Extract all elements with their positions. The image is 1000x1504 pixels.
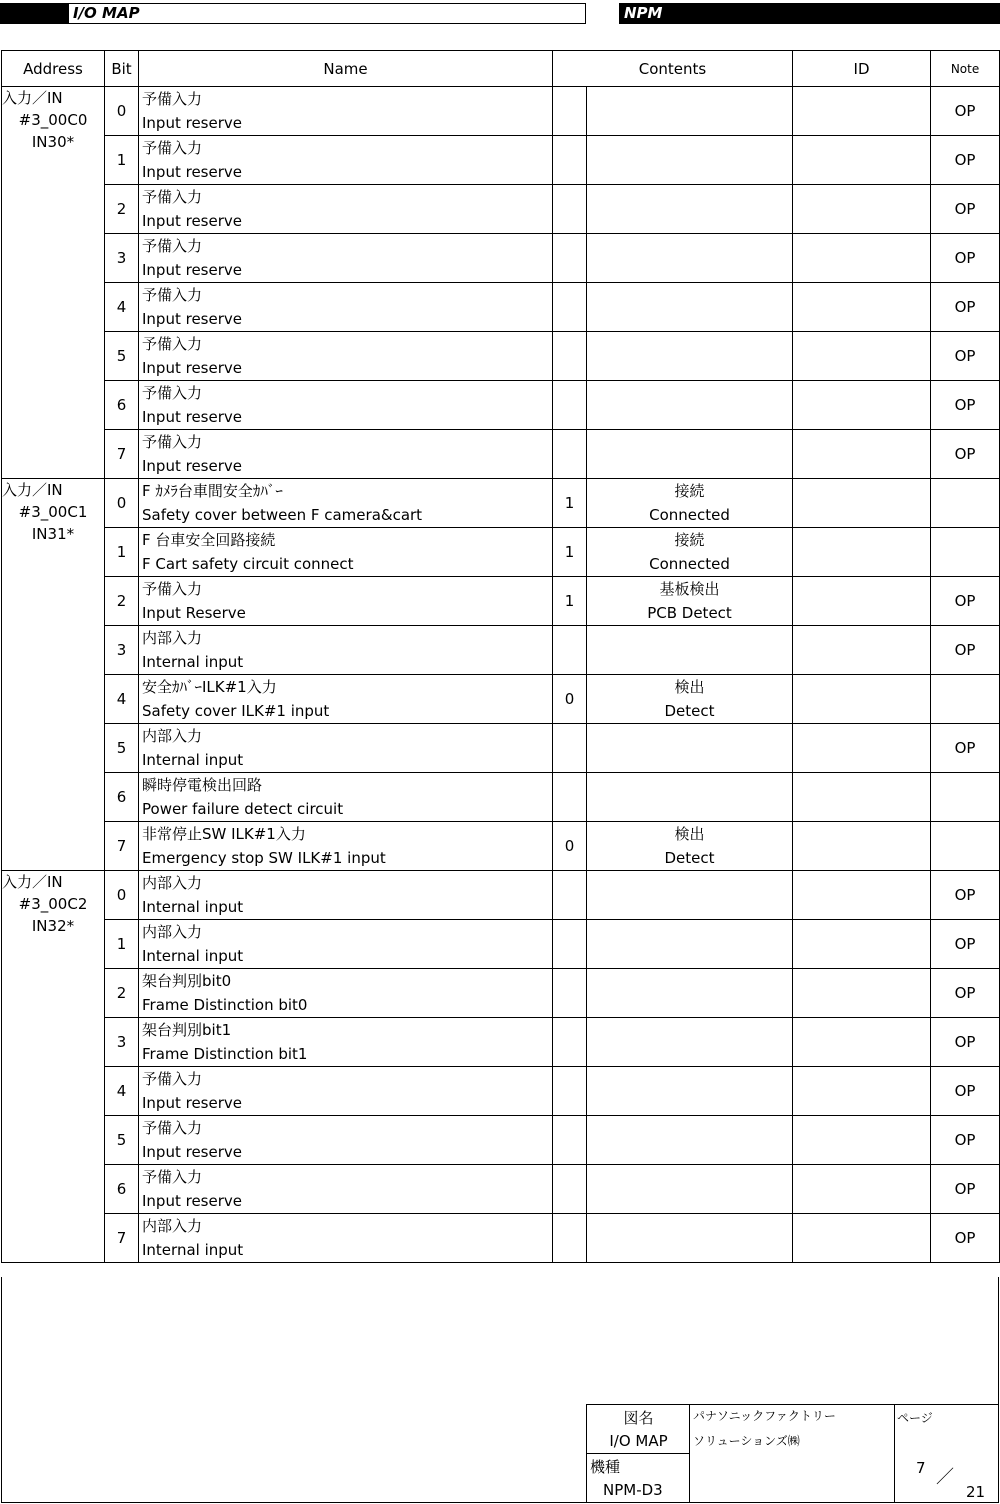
note-cell [931,773,1000,822]
name-cell [139,283,553,332]
name-en: Input reserve [142,457,242,475]
value-cell [553,234,587,283]
bit-cell: 4 [105,1067,139,1116]
contents-cell [587,920,793,969]
table-row [2,87,1000,136]
value-cell [553,773,587,822]
contents-en: Connected [649,506,730,524]
table-body [2,87,1000,1263]
id-cell [793,1165,931,1214]
id-cell [793,87,931,136]
value-cell: 1 [553,528,587,577]
value-cell [553,920,587,969]
name-jp: 予備入力 [142,286,203,304]
bit-cell: 3 [105,234,139,283]
bit-cell: 7 [105,1214,139,1263]
name-en: Input reserve [142,408,242,426]
name-cell [139,234,553,283]
name-jp: 予備入力 [142,1119,203,1137]
address-cell [2,479,105,871]
contents-cell [587,724,793,773]
note-cell: OP [931,577,1000,626]
value-cell [553,87,587,136]
contents-cell [587,773,793,822]
name-en: Frame Distinction bit1 [142,1045,308,1063]
contents-jp: 検出 [674,825,705,843]
value-cell: 0 [553,822,587,871]
id-cell [793,430,931,479]
value-cell [553,283,587,332]
name-cell [139,1165,553,1214]
contents-cell [587,969,793,1018]
value-cell [553,969,587,1018]
contents-cell [587,136,793,185]
value-cell: 1 [553,479,587,528]
drawing-name-label: 図名 [623,1409,654,1427]
name-cell [139,87,553,136]
name-en: F Cart safety circuit connect [142,555,354,573]
name-en: Internal input [142,751,244,769]
bit-cell: 1 [105,136,139,185]
table-row [2,773,1000,822]
contents-cell [587,1067,793,1116]
contents-cell [587,430,793,479]
name-jp: 予備入力 [142,139,203,157]
value-cell [553,1067,587,1116]
col-bit-header: Bit [105,51,139,87]
bit-cell: 5 [105,724,139,773]
name-cell [139,136,553,185]
contents-cell [587,1116,793,1165]
address-line: #3_00C0 [18,111,88,129]
company-cell [689,1404,895,1503]
name-jp: 安全ｶﾊﾞｰILK#1入力 [142,678,277,696]
bit-cell: 6 [105,1165,139,1214]
id-cell [793,381,931,430]
address-line: 入力／IN [2,873,63,891]
note-cell: OP [931,332,1000,381]
value-cell [553,1214,587,1263]
bit-cell: 0 [105,87,139,136]
table-row [2,283,1000,332]
id-cell [793,577,931,626]
name-cell [139,1116,553,1165]
note-cell [931,675,1000,724]
bit-cell: 2 [105,185,139,234]
value-cell [553,1116,587,1165]
address-line: #3_00C1 [18,503,88,521]
id-cell [793,1116,931,1165]
table-row [2,920,1000,969]
name-cell [139,381,553,430]
note-cell: OP [931,185,1000,234]
name-en: Internal input [142,653,244,671]
name-jp: 予備入力 [142,1168,203,1186]
contents-en: Detect [664,849,715,867]
col-name-header: Name [139,51,553,87]
name-jp: 予備入力 [142,335,203,353]
table-row [2,577,1000,626]
model-label: 機種 [590,1458,621,1476]
name-cell [139,1214,553,1263]
table-row [2,332,1000,381]
name-en: Input reserve [142,163,242,181]
contents-cell [587,381,793,430]
table-row [2,724,1000,773]
name-cell [139,773,553,822]
name-en: Internal input [142,1241,244,1259]
bit-cell: 7 [105,430,139,479]
page-label: ページ [897,1411,933,1425]
company-line1: パナソニックファクトリー [693,1409,836,1423]
name-jp: 予備入力 [142,433,203,451]
name-en: Emergency stop SW ILK#1 input [142,849,386,867]
page-cell [894,1404,999,1503]
name-cell [139,724,553,773]
contents-cell [587,1165,793,1214]
bit-cell: 1 [105,920,139,969]
contents-jp: 検出 [674,678,705,696]
col-contents-header: Contents [553,51,793,87]
bit-cell: 2 [105,969,139,1018]
name-cell [139,528,553,577]
note-cell: OP [931,1018,1000,1067]
model-name: NPM-D3 [603,1481,663,1499]
name-cell [139,479,553,528]
name-en: Input reserve [142,1192,242,1210]
id-cell [793,185,931,234]
id-cell [793,920,931,969]
note-cell: OP [931,87,1000,136]
name-jp: 架台判別bit0 [142,972,232,990]
bit-cell: 1 [105,528,139,577]
name-jp: 内部入力 [142,874,203,892]
name-jp: 非常停止SW ILK#1入力 [142,825,306,843]
name-jp: 予備入力 [142,188,203,206]
company-line2: ソリューションズ㈱ [693,1434,800,1448]
io-map-table [1,50,1000,1263]
contents-en: Detect [664,702,715,720]
note-cell: OP [931,136,1000,185]
value-cell [553,332,587,381]
bit-cell: 3 [105,626,139,675]
bit-cell: 7 [105,822,139,871]
id-cell [793,724,931,773]
name-jp: 内部入力 [142,727,203,745]
contents-jp: 接続 [674,531,705,549]
table-row [2,381,1000,430]
contents-cell [587,1018,793,1067]
bit-cell: 3 [105,1018,139,1067]
value-cell: 1 [553,577,587,626]
name-en: Safety cover between F camera&cart [142,506,423,524]
note-cell: OP [931,871,1000,920]
name-en: Internal input [142,898,244,916]
id-cell [793,773,931,822]
table-row [2,430,1000,479]
table-row [2,1018,1000,1067]
name-jp: 予備入力 [142,384,203,402]
name-en: Frame Distinction bit0 [142,996,308,1014]
id-cell [793,675,931,724]
id-cell [793,1018,931,1067]
contents-en: PCB Detect [647,604,732,622]
note-cell: OP [931,1214,1000,1263]
value-cell [553,1018,587,1067]
name-cell [139,969,553,1018]
name-en: Input reserve [142,261,242,279]
value-cell [553,136,587,185]
address-line: 入力／IN [2,89,63,107]
name-jp: F ｶﾒﾗ台車間安全ｶﾊﾞｰ [142,482,283,500]
name-jp: 内部入力 [142,923,203,941]
id-cell [793,332,931,381]
note-cell: OP [931,626,1000,675]
name-en: Input reserve [142,1143,242,1161]
contents-jp: 接続 [674,482,705,500]
note-cell [931,479,1000,528]
table-row [2,822,1000,871]
contents-cell [587,626,793,675]
note-cell: OP [931,969,1000,1018]
name-cell [139,675,553,724]
name-en: Input reserve [142,114,242,132]
contents-cell [587,675,793,724]
drawing-name: I/O MAP [609,1432,668,1450]
name-jp: 内部入力 [142,629,203,647]
id-cell [793,1214,931,1263]
name-cell [139,1067,553,1116]
value-cell [553,185,587,234]
contents-jp: 基板検出 [659,580,720,598]
table-row [2,528,1000,577]
table-row [2,675,1000,724]
name-cell [139,332,553,381]
note-cell: OP [931,1116,1000,1165]
id-cell [793,528,931,577]
name-jp: 瞬時停電検出回路 [142,776,263,794]
value-cell [553,871,587,920]
table-row [2,871,1000,920]
table-row [2,626,1000,675]
contents-cell [587,87,793,136]
note-cell: OP [931,1067,1000,1116]
table-row [2,1116,1000,1165]
name-cell [139,822,553,871]
name-jp: 予備入力 [142,580,203,598]
value-cell: 0 [553,675,587,724]
note-cell [931,528,1000,577]
contents-cell [587,283,793,332]
bit-cell: 4 [105,283,139,332]
contents-en: Connected [649,555,730,573]
id-cell [793,234,931,283]
address-line: IN31* [31,525,75,543]
page-total: 21 [966,1483,986,1501]
contents-cell [587,1214,793,1263]
id-cell [793,626,931,675]
table-row [2,479,1000,528]
header-right-title: NPM [619,3,1000,24]
name-en: Input reserve [142,212,242,230]
id-cell [793,1067,931,1116]
name-en: Input reserve [142,1094,242,1112]
id-cell [793,822,931,871]
note-cell: OP [931,430,1000,479]
note-cell: OP [931,234,1000,283]
name-cell [139,1018,553,1067]
contents-cell [587,871,793,920]
name-cell [139,577,553,626]
name-en: Internal input [142,947,244,965]
note-cell: OP [931,381,1000,430]
address-line: 入力／IN [2,481,63,499]
address-line: IN30* [31,133,75,151]
table-row [2,1214,1000,1263]
note-cell: OP [931,724,1000,773]
value-cell [553,381,587,430]
id-cell [793,871,931,920]
contents-cell [587,577,793,626]
address-cell [2,87,105,479]
name-cell [139,626,553,675]
name-cell [139,920,553,969]
name-cell [139,430,553,479]
value-cell [553,430,587,479]
header-left-fill [0,3,68,24]
table-row [2,969,1000,1018]
page-current: 7 [916,1459,926,1477]
address-cell [2,871,105,1263]
table-row [2,234,1000,283]
contents-cell [587,234,793,283]
id-cell [793,479,931,528]
address-line: IN32* [31,917,75,935]
contents-cell [587,822,793,871]
name-en: Input reserve [142,310,242,328]
value-cell [553,724,587,773]
col-address-header: Address [2,51,105,87]
contents-cell [587,479,793,528]
table-header-row [2,51,1000,87]
bit-cell: 6 [105,773,139,822]
id-cell [793,283,931,332]
id-cell [793,136,931,185]
value-cell [553,1165,587,1214]
name-jp: 予備入力 [142,237,203,255]
address-line: #3_00C2 [18,895,88,913]
bit-cell: 2 [105,577,139,626]
table-row [2,136,1000,185]
table-row [2,1067,1000,1116]
table-row [2,1165,1000,1214]
name-jp: 内部入力 [142,1217,203,1235]
col-note-header: Note [931,51,1000,87]
drawing-name-cell [586,1404,690,1454]
table-row [2,185,1000,234]
bit-cell: 5 [105,1116,139,1165]
name-en: Power failure detect circuit [142,800,344,818]
name-cell [139,871,553,920]
note-cell [931,822,1000,871]
col-id-header: ID [793,51,931,87]
name-en: Input reserve [142,359,242,377]
page-separator: ／ [936,1467,954,1488]
name-jp: F 台車安全回路接続 [142,531,276,549]
note-cell: OP [931,283,1000,332]
name-jp: 予備入力 [142,90,203,108]
contents-cell [587,332,793,381]
name-jp: 予備入力 [142,1070,203,1088]
name-en: Safety cover ILK#1 input [142,702,330,720]
name-jp: 架台判別bit1 [142,1021,232,1039]
header-left-title: I/O MAP [68,3,586,24]
bit-cell: 6 [105,381,139,430]
bit-cell: 0 [105,479,139,528]
bit-cell: 5 [105,332,139,381]
value-cell [553,626,587,675]
name-cell [139,185,553,234]
contents-cell [587,185,793,234]
note-cell: OP [931,920,1000,969]
bit-cell: 0 [105,871,139,920]
name-en: Input Reserve [142,604,246,622]
id-cell [793,969,931,1018]
contents-cell [587,528,793,577]
bit-cell: 4 [105,675,139,724]
note-cell: OP [931,1165,1000,1214]
model-cell [586,1453,690,1503]
